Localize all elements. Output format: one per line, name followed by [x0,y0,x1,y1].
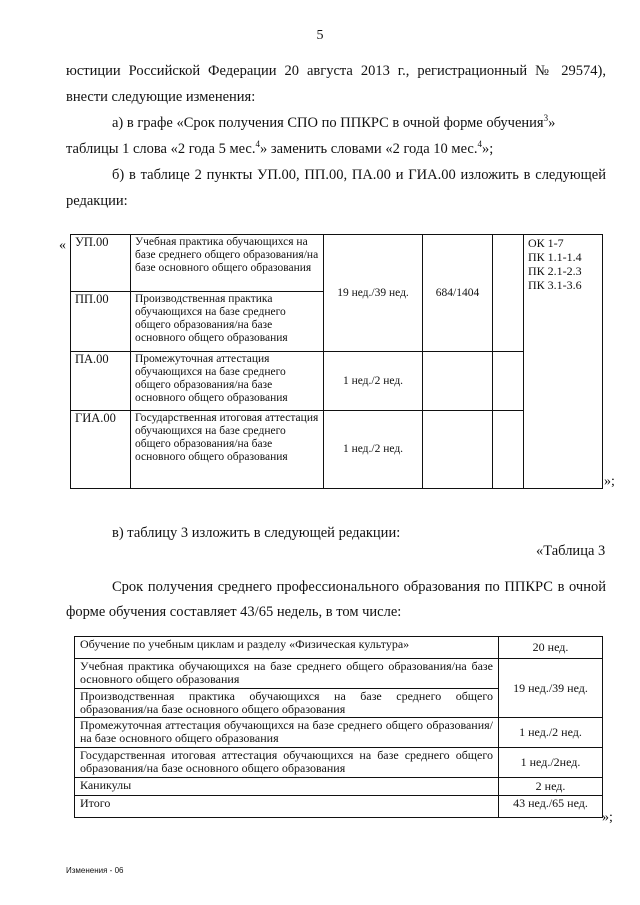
empty-cell [493,411,524,489]
table-row [71,352,603,411]
row-description: Промежуточная аттестация обучающихся на базе среднего общего образования/на базе основного общего образования [131,352,324,411]
row-value: 1 нед./2 нед. [499,718,603,748]
merged-duration: 19 нед./39 нед. [324,235,423,352]
competency: ПК 1.1-1.4 [528,250,582,264]
table-row [75,796,603,818]
row-code: ГИА.00 [71,411,131,489]
row-duration: 1 нед./2 нед. [324,352,423,411]
paragraph-line: форме обучения составляет 43/65 недель, в том числе: [66,604,402,620]
empty-cell [493,235,524,352]
row-description: Государственная итоговая аттестация обучающихся на базе среднего общего образования/на базе основного общего образования [131,411,324,489]
table2-open-quote: « [59,238,66,253]
footer-note: Изменения - 06 [66,866,124,875]
merged-hours: 684/1404 [423,235,493,352]
competency: ПК 2.1-2.3 [528,264,582,278]
row-value: 1 нед./2нед. [499,748,603,778]
table-row [75,718,603,748]
row-code: ПА.00 [71,352,131,411]
competency: ОК 1-7 [528,236,564,250]
row-label: Учебная практика обучающихся на базе среднего общего образования/на базе основного общего образования [75,659,499,689]
table-3 [74,636,603,818]
row-label: Производственная практика обучающихся на базе среднего общего образования/на базе основного общего образования [75,689,499,718]
row-label: Каникулы [75,778,499,796]
page-number: 5 [316,28,324,43]
competency: ПК 3.1-3.6 [528,278,582,292]
table-row [75,748,603,778]
row-value: 20 нед. [499,637,603,659]
table-3-label: «Таблица 3 [536,543,606,559]
table-row [75,637,603,659]
row-value: 2 нед. [499,778,603,796]
table2-close-quote: »; [604,474,615,489]
table-row [75,659,603,689]
table3-close-quote: »; [602,810,613,825]
table-row [75,778,603,796]
empty-cell [423,352,493,411]
competencies-cell [524,235,603,489]
row-label: Итого [75,796,499,818]
table-row [71,411,603,489]
row-code: УП.00 [71,235,131,292]
paragraph-line: юстиции Российской Федерации 20 августа 2013 г., регистрационный № 29574), [66,63,606,79]
table-2 [70,234,603,489]
empty-cell [423,411,493,489]
empty-cell [493,352,524,411]
paragraph-line: Срок получения среднего профессионального образования по ППКРС в очной [112,579,606,595]
row-code: ПП.00 [71,292,131,352]
row-description: Учебная практика обучающихся на базе среднего общего образования/на базе основного общего образования [131,235,324,292]
row-label: Обучение по учебным циклам и разделу «Физическая культура» [75,637,499,659]
item-b-line-1: б) в таблице 2 пункты УП.00, ПП.00, ПА.00 и ГИА.00 изложить в следующей [112,167,606,183]
table-row [71,235,603,292]
paragraph-line: внести следующие изменения: [66,89,256,105]
row-value: 43 нед./65 нед. [499,796,603,818]
row-description: Производственная практика обучающихся на базе среднего общего образования/на базе основного общего образования [131,292,324,352]
item-a-line-1: а) в графе «Срок получения СПО по ППКРС в очной форме обучения$^3$» [112,113,556,131]
merged-value: 19 нед./39 нед. [499,659,603,718]
row-label: Государственная итоговая аттестация обучающихся на базе среднего общего образования/на базе основного общего образования [75,748,499,778]
row-duration: 1 нед./2 нед. [324,411,423,489]
item-a-line-2: таблицы 1 слова «2 года 5 мес.$^4$» заменить словами «2 года 10 мес.$^4$»; [66,139,494,157]
item-c-line: в) таблицу 3 изложить в следующей редакции: [112,525,401,541]
row-label: Промежуточная аттестация обучающихся на базе среднего общего образования/на базе основного общего образования [75,718,499,748]
item-b-line-2: редакции: [66,193,128,209]
